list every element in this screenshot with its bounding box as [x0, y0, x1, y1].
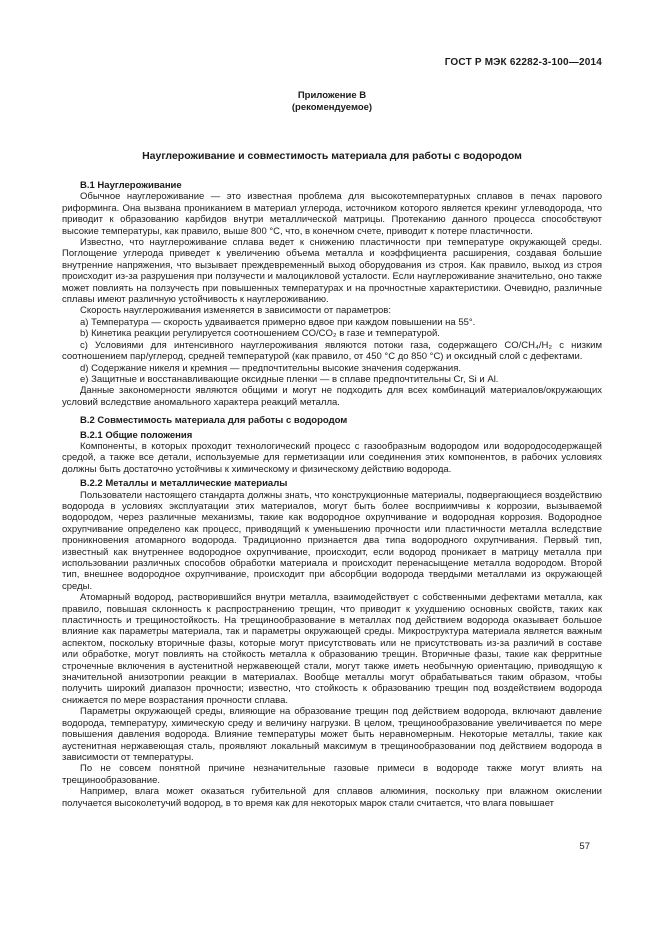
- list-item-e: e) Защитные и восстанавливающие оксидные пленки — в сплаве предпочтительны Cr, Si и Al.: [80, 373, 499, 385]
- section-heading-b1: В.1 Науглероживание: [80, 180, 182, 191]
- section-heading-b22: В.2.2 Металлы и металлические материалы: [80, 478, 288, 490]
- section-heading-b2: В.2 Совместимость материала для работы с водородом: [80, 415, 348, 427]
- section-heading-b21: В.2.1 Общие положения: [80, 429, 193, 441]
- annex-note: (рекомендуемое): [291, 101, 373, 113]
- paragraph: По не совсем понятной причине незначительные газовые примеси в водороде также могут влиять на трещинообразование.: [62, 763, 602, 786]
- list-item-b: b) Кинетика реакции регулируется соотношением CO/CO₂ в газе и температурой.: [80, 328, 440, 340]
- annex-title: Науглероживание и совместимость материала для работы с водородом: [142, 150, 522, 162]
- paragraph: Скорость науглероживания изменяется в зависимости от параметров:: [80, 305, 391, 317]
- paragraph: Пользователи настоящего стандарта должны знать, что конструкционные материалы, подвергающиеся воздействию водорода в условиях эксплуатации этих материалов, могут быть более восприимчивы к коррозии, вызываемой водородом, через различные механизмы, такие как водородное охрупчивание и водородная коррозия. Водородное охрупчивание определено как процесс, приводящий к уменьшению прочности или пластичности металла вследствие проникновения атомарного водорода. Традиционно признается два типа водородного охрупчивания. Первый тип, известный как внутреннее водородное охрупчивание, происходит, если водород проникает в матрицу металла при использовании различных способов обработки материала и происходит перенасыщение металла водородом. Второй тип, внешнее водородное охрупчивание, происходит при абсорбции водорода твердыми металлами из окружающей среды.: [62, 489, 602, 592]
- paragraph: Данные закономерности являются общими и могут не подходить для всех комбинаций материалов/окружающих условий вследствие аномального характера реакций металла.: [62, 385, 602, 408]
- paragraph: Известно, что науглероживание сплава ведет к снижению пластичности при температуре окружающей среды. Поглощение углерода приведет к увеличению объема металла и коэффициента расширения, создавая большие внутренние напряжения, что вызывает преждевременный выход оборудования из строя. Как правило, выход из строя происходит из-за разрушения при ползучести и малоцикловой усталости. Если науглероживание значительно, оно также может повлиять на ползучесть при повышенных температурах и на прочностные характеристики. Очевидно, различные сплавы имеют различную устойчивость к науглероживанию.: [62, 237, 602, 306]
- paragraph: Обычное науглероживание — это известная проблема для высокотемпературных сплавов в печах парового риформинга. Она вызвана прониканием в материал углерода, источником которого является крекинг углеводорода, что приводит к образованию карбидов внутри металлической матрицы. Протеканию данного процесса способствуют высокие температуры, как правило, выше 800 °С, что, в конечном счете, приводит к потере пластичности.: [62, 191, 602, 237]
- list-item-c: c) Условиями для интенсивного науглероживания являются потоки газа, содержащего CO/CH₄/H₂ с низким соотношением пар/углерод, средней температурой (как правило, от 450 °С до 850 °С) и оксидный слой с дефектами.: [62, 339, 602, 363]
- list-item-a: a) Температура — скорость удваивается примерно вдвое при каждом повышении на 55°.: [80, 316, 476, 328]
- paragraph: Например, влага может оказаться губительной для сплавов алюминия, поскольку при влажном окислении получается высоколетучий водород, в то время как для некоторых марок стали считается, что влага повышает: [62, 786, 602, 809]
- annex-label: Приложение В: [297, 90, 367, 101]
- page-number: 57: [579, 841, 590, 852]
- paragraph: Атомарный водород, растворившийся внутри металла, взаимодействует с собственными дефектами металла, как правило, повышая склонность к распространению трещин, что приводит к ухудшению основных свойств, таких как пластичность и трещиностойкость. На трещинообразование в металлах под действием водорода оказывает большое влияние как параметры материала, так и параметры окружающей среды. Микроструктура материала является важным аспектом, поскольку вторичные фазы, которые могут присутствовать или не присутствовать из-за различий в составе или обработке, могут повлиять на стойкость металла к образованию трещин. Вторичные фазы, такие как ферритные строчечные включения в аустенитной нержавеющей стали, могут также иметь необычную ориентацию, приводящую к значительной анизотропии реакции в материалах. Вообще металлы могут обрабатываться таким образом, чтобы получить широкий диапазон прочности; известно, что стойкость к образованию трещин под воздействием водорода снижается по мере возрастания прочности сплава.: [62, 592, 602, 706]
- list-item-d: d) Содержание никеля и кремния — предпочтительны высокие значения содержания.: [80, 362, 461, 374]
- paragraph: Параметры окружающей среды, влияющие на образование трещин под действием водорода, включают давление водорода, температуру, химическую среду и величину нагрузки. В целом, трещинообразование увеличивается по мере повышения давления водорода. Влияние температуры может быть неравномерным. Некоторые металлы, такие как аустенитная нержавеющая сталь, проявляют локальный максимум в трещинообразовании под действием водорода в зависимости от температуры.: [62, 706, 602, 763]
- paragraph: Компоненты, в которых проходит технологический процесс с газообразным водородом или водородосодержащей средой, а также все детали, используемые для герметизации или соединения этих компонентов, в рабочих условиях должны быть достаточно устойчивы к химическому и физическому действию водорода.: [62, 440, 602, 475]
- standard-designation: ГОСТ Р МЭК 62282-3-100—2014: [444, 57, 602, 68]
